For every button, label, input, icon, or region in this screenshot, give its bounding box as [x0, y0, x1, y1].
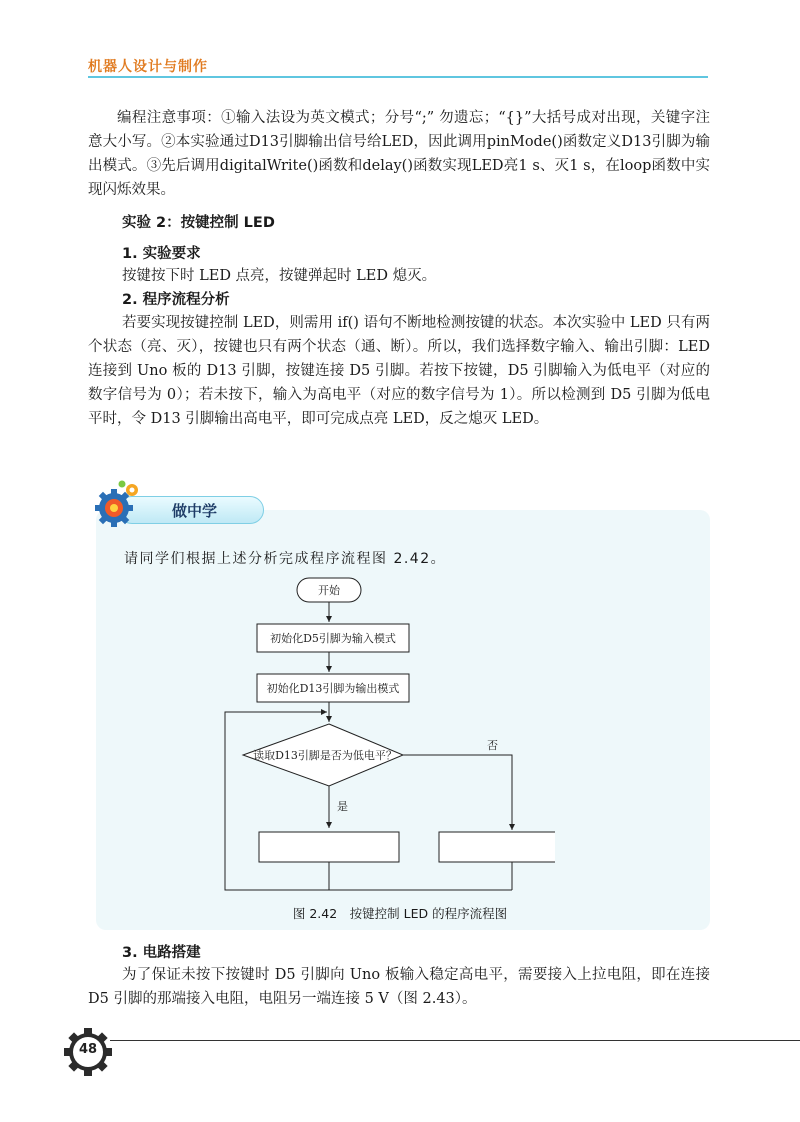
figure-caption: 图 2.42 按键控制 LED 的程序流程图 — [292, 906, 508, 921]
flowchart-step1-label: 初始化D5引脚为输入模式 — [270, 632, 396, 645]
flowchart-yes-label: 是 — [337, 800, 348, 813]
flowchart-no-label: 否 — [487, 739, 498, 752]
no-branch-box — [439, 832, 555, 862]
header-divider — [88, 76, 708, 78]
section-3-text: 为了保证未按下按键时 D5 引脚向 Uno 板输入稳定高电平，需要接入上拉电阻，即在连接 D5 引脚的那端接入电阻，电阻另一端连接 5 V（图 2.43）。 — [88, 967, 710, 1007]
experiment-2-title: 实验 2：按键控制 LED — [122, 215, 275, 231]
flowchart-decision-label: 读取D13引脚是否为低电平？ — [253, 749, 397, 762]
gears-icon — [92, 478, 144, 530]
intro-paragraph: 编程注意事项：①输入法设为英文模式；分号“;” 勿遗忘；“{}”大括号成对出现，关键字注意大小写。②本实验通过D13引脚输出信号给LED，因此调用pinMode()函数定义D13引脚为输出模式。③先后调用digitalWrite()函数和delay()函数实现LED亮1 s、灭1 s，在loop函数中实现闪烁效果。 — [88, 110, 710, 198]
section-2-text: 若要实现按键控制 LED，则需用 if() 语句不断地检测按键的状态。本次实验中 LED 只有两个状态（亮、灭），按键也只有两个状态（通、断）。所以，我们选择数字输入、输出引脚：LED 连接到 Uno 板的 D13 引脚，按键连接 D5 引脚。若按下按键，D5 引脚输入为低电平（对应的数字信号为 0）；若未按下，输入为高电平（对应的数字信号为 1）。所以检测到 D5 引脚为低电平时，令 D13 引脚输出高电平，即可完成点亮 LED，反之熄灭 LED。 — [88, 315, 710, 427]
footer-divider — [110, 1040, 800, 1041]
section-2-title: 2. 程序流程分析 — [122, 292, 230, 308]
flowchart-start-label: 开始 — [318, 584, 340, 597]
page-number: 48 — [78, 1042, 98, 1057]
section-1-text: 按键按下时 LED 点亮，按键弹起时 LED 熄灭。 — [122, 268, 437, 284]
yes-branch-box — [259, 832, 399, 862]
section-1-title: 1. 实验要求 — [122, 246, 201, 262]
header-title: 机器人设计与制作 — [88, 59, 208, 75]
task-instruction: 请同学们根据上述分析完成程序流程图 2.42。 — [124, 551, 447, 567]
section-3-title: 3. 电路搭建 — [122, 945, 201, 961]
learn-by-doing-label: 做中学 — [172, 502, 218, 520]
program-flowchart — [215, 572, 555, 898]
flowchart-step2-label: 初始化D13引脚为输出模式 — [266, 682, 400, 695]
